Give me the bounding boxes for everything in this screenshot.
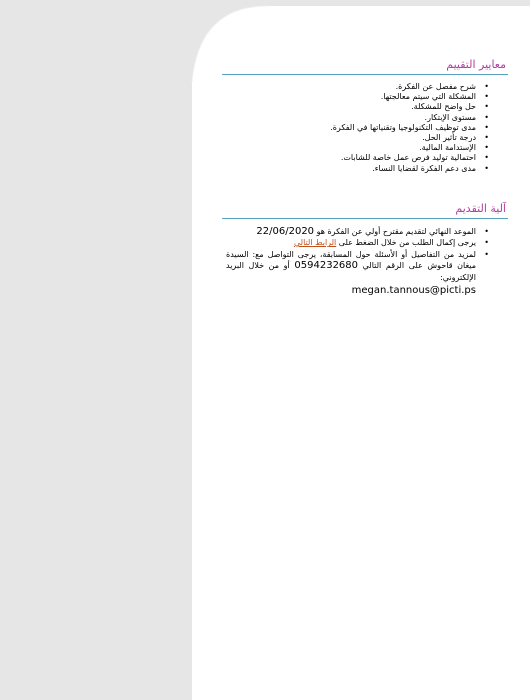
list-item: • درجة تأثير الحل. (422, 133, 489, 143)
section-heading: آلية التقديم (455, 201, 506, 215)
bullet-icon: • (484, 238, 489, 248)
section-heading: معايير التقييم (446, 58, 506, 71)
bullet-icon: • (484, 249, 489, 259)
application-list (222, 226, 508, 298)
bullet-icon: • (484, 92, 489, 102)
list-item: • مدى دعم الفكرة لقضايا النساء. (372, 163, 489, 173)
application-link[interactable]: الرابط التالي (293, 238, 337, 248)
bullet-icon: • (484, 122, 489, 132)
list-item: • الإستدامة المالية. (419, 143, 489, 153)
bullet-icon: • (484, 143, 489, 153)
evaluation-criteria-section (222, 58, 508, 174)
list-item: • شرح مفصل عن الفكرة. (395, 82, 489, 91)
document-content (222, 58, 508, 325)
bullet-icon: • (484, 112, 489, 122)
bullet-icon: • (484, 102, 489, 112)
bullet-icon: • (484, 163, 489, 173)
criteria-list (222, 82, 508, 174)
section-divider (222, 74, 508, 75)
apply-item: • يرجى إكمال الطلب من خلال الضغط على الرابط التالي (293, 238, 489, 248)
application-process-section (222, 202, 508, 298)
list-item: • مدى توظيف التكنولوجيا وتقنياتها في الفكرة. (330, 122, 489, 132)
contact-phone: 0594232680 (294, 260, 359, 272)
list-item: • حل واضح للمشكلة. (411, 102, 489, 112)
section-divider (222, 218, 508, 219)
bullet-icon: • (484, 153, 489, 163)
deadline-date: 22/06/2020 (256, 225, 315, 237)
contact-item: • لمزيد من التفاصيل أو الأسئلة حول المسابقة، يرجى التواصل مع: السيدة ميغان قاحوش على الرقم التالي 0594232680 أو من خلال البريد الإلكتروني: megan.tannous@picti.ps (226, 249, 489, 297)
bullet-icon: • (484, 226, 489, 236)
contact-email[interactable]: megan.tannous@picti.ps (351, 285, 476, 297)
list-item: • احتمالية توليد فرص عمل خاصة للشابات. (340, 153, 489, 163)
list-item: • المشكلة التي سيتم معالجتها. (380, 92, 489, 102)
list-item: • مستوى الإبتكار. (424, 112, 489, 122)
bullet-icon: • (484, 133, 489, 143)
deadline-item: • الموعد النهائي لتقديم مقترح أولي عن الفكرة هو 22/06/2020 (256, 225, 489, 237)
bullet-icon: • (484, 82, 489, 91)
